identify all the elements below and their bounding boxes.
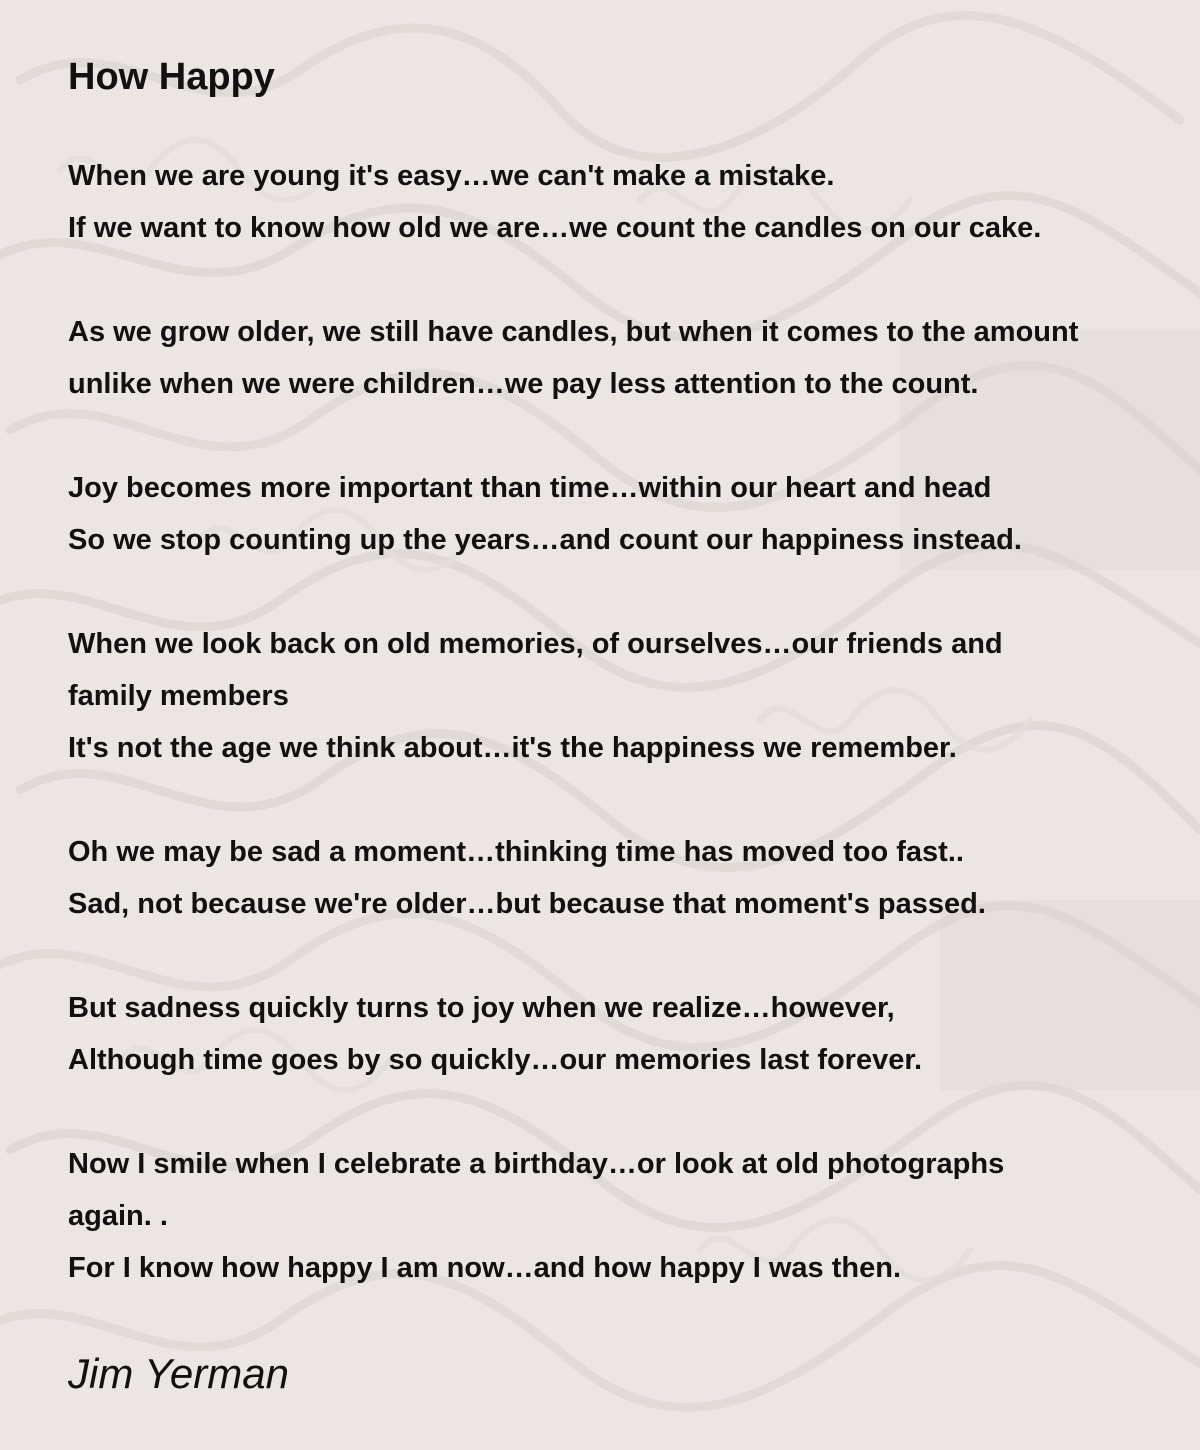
stanza <box>68 462 1200 566</box>
poem-line: So we stop counting up the years…and count our happiness instead. <box>68 524 1022 556</box>
poem-line: Oh we may be sad a moment…thinking time has moved too fast.. <box>68 836 964 868</box>
poem-line: again. . <box>68 1200 168 1232</box>
stanza <box>68 1138 1200 1294</box>
poem-line: If we want to know how old we are…we count the candles on our cake. <box>68 212 1042 244</box>
poem-line: Sad, not because we're older…but because that moment's passed. <box>68 888 986 920</box>
poem-line: family members <box>68 680 289 712</box>
poem-line: Although time goes by so quickly…our memories last forever. <box>68 1044 923 1076</box>
stanza <box>68 306 1200 410</box>
stanza <box>68 618 1200 774</box>
poem-line: When we are young it's easy…we can't make a mistake. <box>68 160 835 192</box>
poem-line: unlike when we were children…we pay less attention to the count. <box>68 368 979 400</box>
poem-line: As we grow older, we still have candles, but when it comes to the amount <box>68 316 1079 348</box>
poem-line: Joy becomes more important than time…within our heart and head <box>68 472 992 504</box>
stanza <box>68 150 1200 254</box>
poem-line: But sadness quickly turns to joy when we realize…however, <box>68 992 895 1024</box>
poem-line: Now I smile when I celebrate a birthday…or look at old photographs <box>68 1148 1005 1180</box>
poem-body <box>68 150 1200 1346</box>
poem-line: For I know how happy I am now…and how happy I was then. <box>68 1252 901 1284</box>
stanza <box>68 982 1200 1086</box>
stanza <box>68 826 1200 930</box>
poem-line: It's not the age we think about…it's the happiness we remember. <box>68 732 957 764</box>
poem-line: When we look back on old memories, of ourselves…our friends and <box>68 628 1003 660</box>
poem-title: How Happy <box>68 56 275 98</box>
poem-author: Jim Yerman <box>68 1350 289 1397</box>
